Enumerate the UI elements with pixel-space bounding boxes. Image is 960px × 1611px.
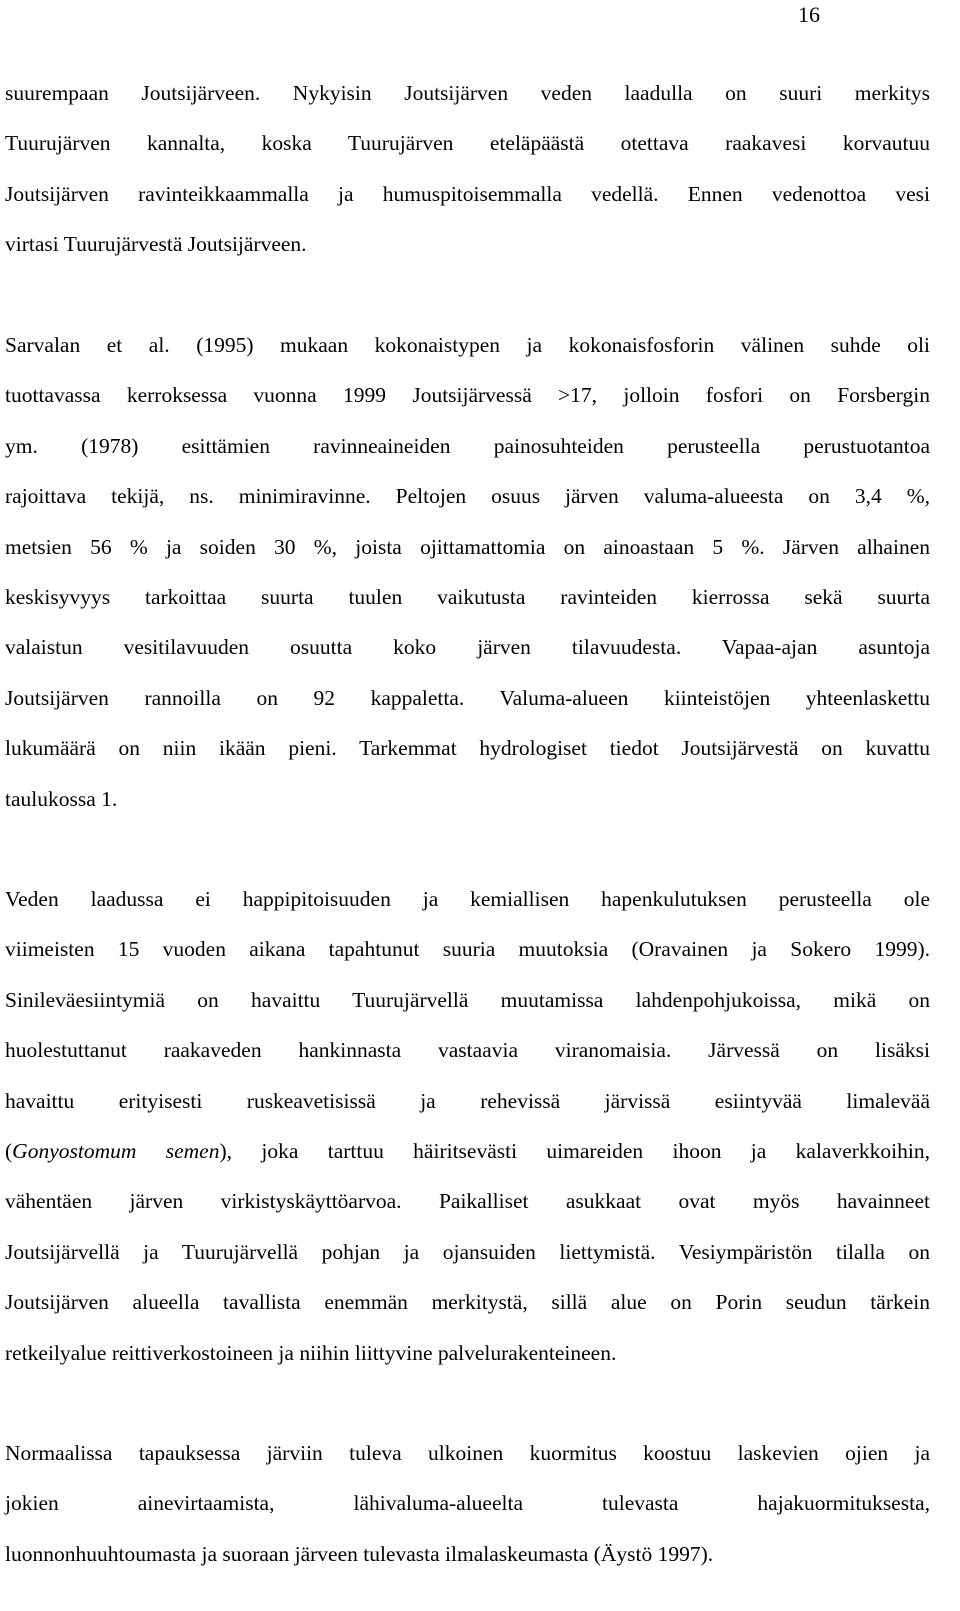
text-line: Joutsijärven rannoilla on 92 kappaletta. Valuma-alueen kiinteistöjen yhteenlaskettu — [5, 685, 930, 710]
text-line: viimeisten 15 vuoden aikana tapahtunut suuria muutoksia (Oravainen ja Sokero 1999). — [5, 937, 930, 962]
species-name: Gonyostomum semen — [12, 1139, 220, 1163]
text-line — [5, 1136, 930, 1166]
text-line: retkeilyalue reittiverkostoineen ja niihin liittyvine palvelurakenteineen. — [5, 1340, 617, 1365]
text-line: valaistun vesitilavuuden osuutta koko järven tilavuudesta. Vapaa-ajan asuntoja — [5, 635, 930, 660]
text-line: tuottavassa kerroksessa vuonna 1999 Joutsijärvessä >17, jolloin fosfori on Forsbergin — [5, 383, 930, 408]
text-line: taulukossa 1. — [5, 786, 118, 811]
text-line: Normaalissa tapauksessa järviin tuleva ulkoinen kuormitus koostuu laskevien ojien ja — [5, 1441, 930, 1465]
text-line: Joutsijärven ravinteikkaammalla ja humuspitoisemmalla vedellä. Ennen vedenottoa vesi — [5, 181, 930, 206]
text-line: Veden laadussa ei happipitoisuuden ja kemiallisen hapenkulutuksen perusteella ole — [5, 887, 930, 911]
text-line: luonnonhuuhtoumasta ja suoraan järveen tulevasta ilmalaskeumasta (Äystö 1997). — [5, 1541, 714, 1566]
text-line: virtasi Tuurujärvestä Joutsijärveen. — [5, 232, 307, 257]
text-line: metsien 56 % ja soiden 30 %, joista ojittamattomia on ainoastaan 5 %. Järven alhainen — [5, 534, 930, 559]
page-number: 16 — [798, 2, 820, 27]
text-line: Sinileväesiintymiä on havaittu Tuurujärvellä muutamissa lahdenpohjukoissa, mikä on — [5, 987, 930, 1012]
text-line: huolestuttanut raakaveden hankinnasta vastaavia viranomaisia. Järvessä on lisäksi — [5, 1038, 930, 1063]
text-line: rajoittava tekijä, ns. minimiravinne. Peltojen osuus järven valuma-alueesta on 3,4 %, — [5, 484, 930, 509]
text-line: havaittu erityisesti ruskeavetisissä ja rehevissä järvissä esiintyvää limalevää — [5, 1088, 930, 1113]
text-line: ym. (1978) esittämien ravinneaineiden painosuhteiden perusteella perustuotantoa — [5, 433, 930, 458]
text-line: lukumäärä on niin ikään pieni. Tarkemmat hydrologiset tiedot Joutsijärvestä on kuvattu — [5, 736, 930, 761]
text-line: vähentäen järven virkistyskäyttöarvoa. Paikalliset asukkaat ovat myös havainneet — [5, 1189, 930, 1214]
text-line: jokien ainevirtaamista, lähivaluma-alueelta tulevasta hajakuormituksesta, — [5, 1491, 930, 1516]
text-segment: ( — [5, 1139, 13, 1163]
text-line: Joutsijärven alueella tavallista enemmän merkitystä, sillä alue on Porin seudun tärkein — [5, 1290, 930, 1315]
text-segment: ), joka tarttuu häiritsevästi uimareiden ihoon ja kalaverkkoihin, — [219, 1139, 930, 1163]
text-line: Joutsijärvellä ja Tuurujärvellä pohjan ja ojansuiden liettymistä. Vesiympäristön tilalla on — [5, 1239, 930, 1264]
text-line: keskisyvyys tarkoittaa suurta tuulen vaikutusta ravinteiden kierrossa sekä suurta — [5, 585, 930, 609]
text-line: Sarvalan et al. (1995) mukaan kokonaistypen ja kokonaisfosforin välinen suhde oli — [5, 333, 930, 357]
text-line: suurempaan Joutsijärveen. Nykyisin Joutsijärven veden laadulla on suuri merkitys — [5, 81, 930, 105]
text-line: Tuurujärven kannalta, koska Tuurujärven eteläpäästä otettava raakavesi korvautuu — [5, 131, 930, 156]
